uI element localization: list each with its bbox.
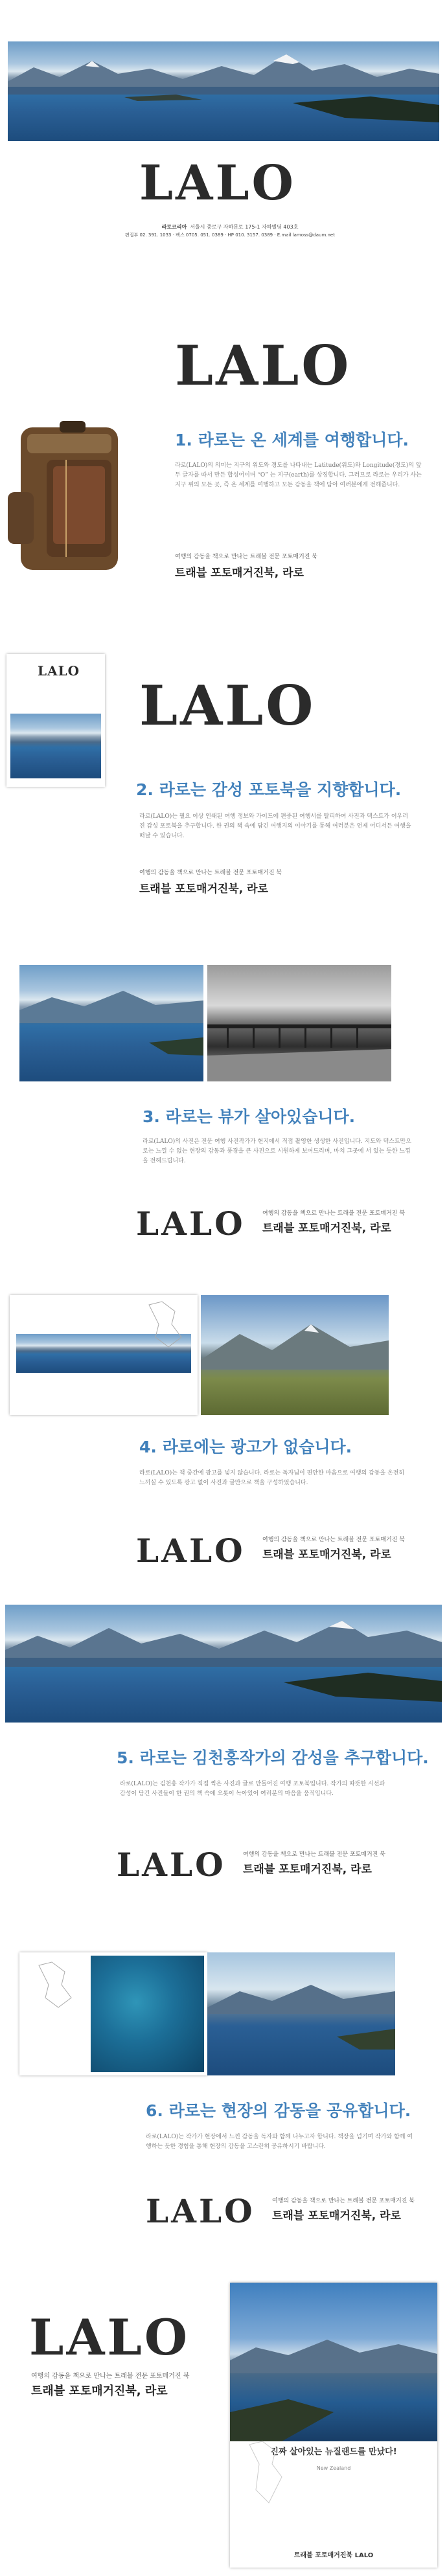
section3-tagline-small: 여행의 감동을 책으로 만나는 트래블 전문 포토매거진 북 xyxy=(262,1210,405,1217)
section4-heading: 4. 라로에는 광고가 없습니다. xyxy=(139,1438,352,1456)
section5-tagline-big: 트래블 포토매거진북, 라로 xyxy=(243,1863,372,1876)
map-outline-icon xyxy=(236,2438,288,2509)
section4-logo: LALO xyxy=(136,1531,246,1570)
bridge-photo-bw xyxy=(207,965,391,1081)
section2-tagline-big: 트래블 포토매거진북, 라로 xyxy=(139,883,268,896)
section1-heading: 1. 라로는 온 세계를 여행합니다. xyxy=(175,431,409,449)
ocean-waves-photo xyxy=(91,1956,204,2072)
cover-photo xyxy=(230,2283,437,2441)
section4-paragraph: 라로(LALO)는 책 중간에 광고를 넣지 않습니다. 라로는 독자님이 편안한 마음으로 여행의 감동을 온전히 느끼실 수 있도록 광고 없이 사진과 글만으로 책을 구성하였습니다. xyxy=(139,1470,405,1486)
section6-logo: LALO xyxy=(146,2192,255,2230)
section2-tagline-small: 여행의 감동을 책으로 만나는 트래블 전문 포토매거진 북 xyxy=(139,870,282,876)
section3-logo: LALO xyxy=(136,1204,246,1243)
mountain-meadow-photo xyxy=(201,1295,389,1415)
final-tagline-small: 여행의 감동을 책으로 만나는 트래블 전문 포토매거진 북 xyxy=(31,2373,190,2380)
section3-paragraph: 라로(LALO)의 사진은 전문 여행 사진작가가 현지에서 직접 촬영한 생생한 사진입니다. 지도와 텍스트만으로는 느낄 수 없는 현장의 감동과 풍경을 큰 사진으로 시원하게 보여드리며, 마치 그곳에 서 있는 듯한 느낌을 전해드립니다. xyxy=(143,1138,411,1164)
final-tagline-big: 트래블 포토매거진북, 라로 xyxy=(31,2384,168,2398)
section5-logo: LALO xyxy=(117,1846,226,1884)
thumbnail-photo xyxy=(10,714,101,778)
brand-logo: LALO xyxy=(139,155,296,211)
section6-heading: 6. 라로는 현장의 감동을 공유합니다. xyxy=(146,2101,411,2120)
company-info xyxy=(120,223,340,240)
section2-logo: LALO xyxy=(139,673,316,738)
cover-footer: 트래블 포토매거진북 LALO xyxy=(293,2552,374,2559)
company-name: 라로코리아 xyxy=(161,224,187,230)
magazine-cover-thumbnail xyxy=(6,654,105,787)
cover-caption: New Zealand xyxy=(316,2465,351,2471)
magazine-cover-large xyxy=(230,2283,437,2568)
section2-heading: 2. 라로는 감성 포토북을 지향합니다. xyxy=(136,780,402,799)
section5-paragraph: 라로(LALO)는 김천홍 작가가 직접 찍은 사진과 글로 만들어진 여행 포토북입니다. 작가의 따뜻한 시선과 감성이 담긴 사진들이 한 권의 책 속에 오롯이 녹아있어 여러분의 마음을 움직입니다. xyxy=(120,1781,385,1797)
section1-logo: LALO xyxy=(175,333,352,398)
hero-lake-photo xyxy=(8,41,439,141)
wide-lake-photo xyxy=(5,1605,442,1723)
section6-tagline-big: 트래블 포토매거진북, 라로 xyxy=(272,2209,401,2222)
company-contact: 편집부 02. 391. 1033 · 팩스 0705. 051. 0389 · HP 010. 3157. 0389 · E.mail lamoss@daum.net xyxy=(125,232,335,238)
backpack-photo xyxy=(1,414,131,576)
section2-paragraph: 라로(LALO)는 필요 이상 인쇄된 여행 정보와 가이드에 편중된 여행서를 탈피하여 사진과 텍스트가 어우러진 감성 포토북을 추구합니다. 한 권의 책 속에 담긴 여행지의 이야기를 통해 여러분은 언제 어디서든 여행을 떠날 수 있습니다. xyxy=(139,813,411,839)
lake-photo-color xyxy=(19,965,203,1081)
company-address: 서울시 중로구 자하문로 175-1 자하빌딩 403호 xyxy=(190,224,299,230)
section5-tagline-small: 여행의 감동을 책으로 만나는 트래블 전문 포토매거진 북 xyxy=(243,1851,385,1858)
section4-tagline-big: 트래블 포토매거진북, 라로 xyxy=(262,1548,391,1561)
magazine-spread-left xyxy=(10,1295,198,1415)
section1-paragraph: 라로(LALO)의 의미는 지구의 위도와 경도를 나타내는 Latitude(위도)와 Longitude(경도)의 앞 두 글자를 따서 만든 합성어이며 “O” 는 지구(earth)를 상징합니다. 그러므로 라로는 우리가 사는 지구 위의 모든 곳, 즉 온 세계를 여행하고 모든 감동을 책에 담아 여러분에게 전해줍니다. xyxy=(175,462,422,488)
section3-tagline-big: 트래블 포토매거진북, 라로 xyxy=(262,1222,391,1235)
final-logo: LALO xyxy=(29,2309,190,2366)
map-outline-icon xyxy=(136,1298,194,1350)
thumbnail-logo: LALO xyxy=(38,663,80,679)
magazine-spread-ocean xyxy=(19,1952,207,2075)
cover-headline: 진짜 살아있는 뉴질랜드를 만났다! xyxy=(270,2447,397,2457)
section6-paragraph: 라로(LALO)는 작가가 현장에서 느낀 감동을 독자와 함께 나누고자 합니다. 책장을 넘기며 작가와 함께 여행하는 듯한 경험을 통해 현장의 감동을 고스란히 공유하시기 바랍니다. xyxy=(146,2134,413,2150)
section5-heading: 5. 라로는 김천홍작가의 감성을 추구합니다. xyxy=(117,1748,429,1767)
section3-heading: 3. 라로는 뷰가 살아있습니다. xyxy=(143,1107,356,1126)
section4-tagline-small: 여행의 감동을 책으로 만나는 트래블 전문 포토매거진 북 xyxy=(262,1537,405,1543)
section1-tagline-small: 여행의 감동을 책으로 만나는 트래블 전문 포토매거진 북 xyxy=(175,554,317,560)
section6-tagline-small: 여행의 감동을 책으로 만나는 트래블 전문 포토매거진 북 xyxy=(272,2198,415,2204)
map-outline-icon xyxy=(26,1959,84,2011)
section1-tagline-big: 트래블 포토매거진북, 라로 xyxy=(175,567,304,580)
lake-shore-photo xyxy=(207,1952,395,2075)
